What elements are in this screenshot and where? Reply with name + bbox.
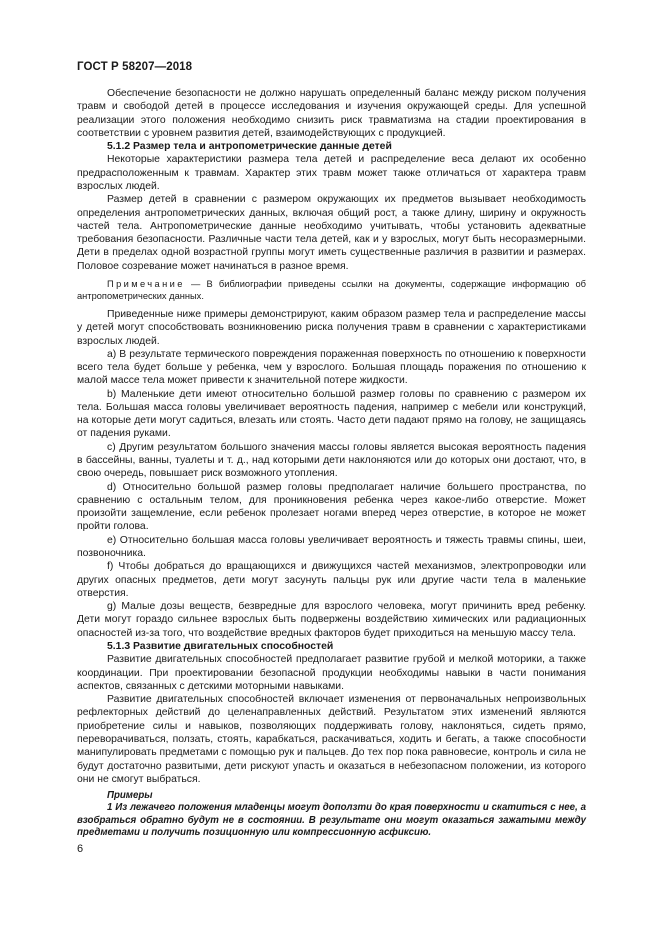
paragraph: Размер детей в сравнении с размером окружающих их предметов вызывает необходимость определения антропометрических данных, включая общий рост, а также длину, ширину и окружность частей тела. Антропометрические данные необходимо учитывать, чтобы установить адекватные требования безопасности. Различные части тела детей, как и у взрослых, могут быть несоразмерными. Дети в пределах одной возрастной группы могут иметь существенные различия в развитии и размерах. Половое созревание может начинаться в разное время. <box>77 194 586 272</box>
list-item-c: c) Другим результатом большого значения массы головы является высокая вероятность падения в бассейны, ванны, туалеты и т. д., над которыми дети наклоняются или до которых они достают, что, в свою очередь, повышает риск возможного утопления. <box>77 441 586 480</box>
note <box>77 278 586 302</box>
list-item-g: g) Малые дозы веществ, безвредные для взрослого человека, могут причинить вред ребенку. Дети могут гораздо сильнее взрослых быть подвержены воздействию химических или радиационных опасностей из-за того, что воздействие вредных факторов будет приходиться на меньшую массу тела. <box>77 601 586 639</box>
paragraph-intro: Обеспечение безопасности не должно нарушать определенный баланс между риском получения травм и свободой детей в процессе исследования и изучения окружающей среды. Для успешной реализации этого положения необходимо снизить риск травматизма на стадии проектирования в соответствии с уровнем развития детей, взаимодействующих с продукцией. <box>77 88 586 139</box>
note-label: Примечание <box>107 278 185 289</box>
paragraph: Некоторые характеристики размера тела детей и распределение веса делают их особенно предрасположенным к травмам. Характер этих травм может также отличаться от характера травм взрослых людей. <box>77 154 586 192</box>
paragraph: Приведенные ниже примеры демонстрируют, каким образом размер тела и распределение массы у детей могут способствовать возникновению риска получения травм в сравнении с характеристиками взрослых людей. <box>77 308 586 347</box>
note-text: — В библиографии приведены ссылки на документы, содержащие информацию об антропометрических данных. <box>77 278 586 301</box>
section-heading-5-1-2: 5.1.2 Размер тела и антропометрические данные детей <box>107 141 392 153</box>
example-1: 1 Из лежачего положения младенцы могут доползти до края поверхности и скатиться с нее, а взобраться обратно будут не в состоянии. В результате они могут оказаться зажатыми между предметами и получить позиционную или компрессионную асфиксию. <box>77 802 586 839</box>
document-body <box>77 87 586 840</box>
list-item-b: b) Маленькие дети имеют относительно большой размер головы по сравнению с размером их тела. Большая масса головы увеличивает вероятность падения, например с мебели или конструкций, на которые дети могут садиться, влезать или стоять. Часто дети падают прямо на голову, не защищаясь от падения руками. <box>77 388 586 440</box>
section-heading-5-1-3: 5.1.3 Развитие двигательных способностей <box>107 640 334 652</box>
paragraph: Развитие двигательных способностей включает изменения от первоначальных непроизвольных рефлекторных действий до целенаправленных действий. Результатом этих изменений являются приобретение силы и навыков, позволяющих поддерживать голову, наклоняться, сидеть прямо, переворачиваться, ползать, стоять, карабкаться, раскачиваться, ходить и бегать, а также способности манипулировать предметами с помощью рук и пальцев. До тех пор пока равновесие, контроль и сила не будут достаточно развитыми, дети рискуют упасть и оказаться в небезопасном положении, из которого они не смогут выбраться. <box>77 694 586 785</box>
list-item-d: d) Относительно большой размер головы предполагает наличие большего пространства, по сравнению с остальным телом, для проникновения ребенка через какое-либо отверстие. Может произойти защемление, если ребенок пролезает ногами вперед через отверстие, в которое не может пройти голова. <box>77 481 586 533</box>
examples-heading: Примеры <box>107 790 153 802</box>
list-item-a: a) В результате термического повреждения пораженная поверхность по отношению к поверхности всего тела будет больше у ребенка, чем у взрослого. Большая площадь поражения по отношению к малой массе тела может привести к значительной потере жидкости. <box>77 348 586 387</box>
paragraph: Развитие двигательных способностей предполагает развитие грубой и мелкой моторики, а также координации. При проектировании безопасной продукции необходимы навыки в части понимания аспектов, связанных с детскими моторными навыками. <box>77 654 586 692</box>
page-number: 6 <box>77 843 84 855</box>
list-item-e: e) Относительно большая масса головы увеличивает вероятность и тяжесть травмы спины, шеи, позвоночника. <box>77 534 586 559</box>
standard-header: ГОСТ Р 58207—2018 <box>77 61 193 73</box>
list-item-f: f) Чтобы добраться до вращающихся и движущихся частей механизмов, электропроводки или других опасных предметов, дети могут засунуть пальцы рук или другие части тела в маленькие отверстия. <box>77 561 586 599</box>
